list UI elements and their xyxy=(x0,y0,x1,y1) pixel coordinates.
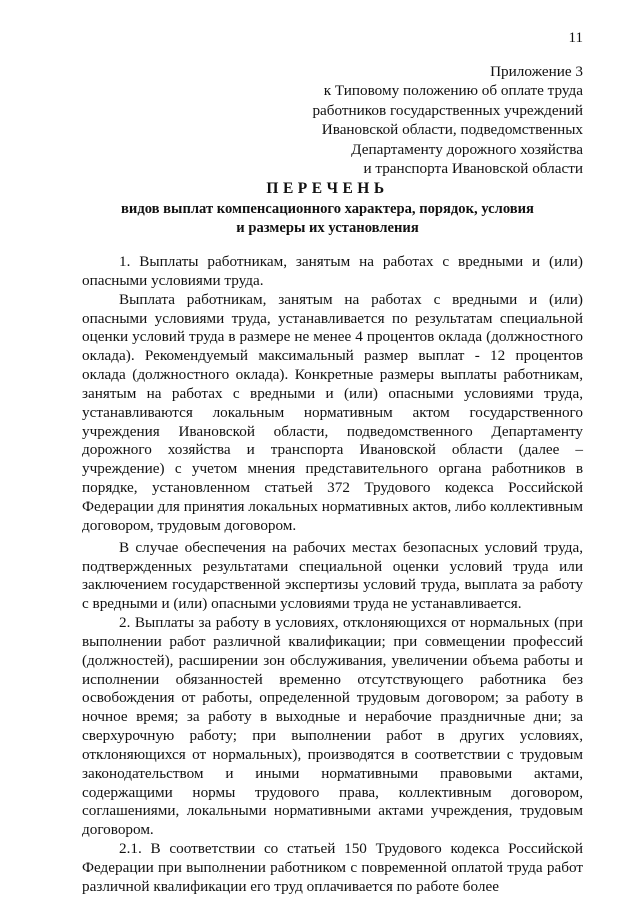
appendix-line: и транспорта Ивановской области xyxy=(363,160,583,178)
appendix-line: к Типовому положению об оплате труда xyxy=(323,82,583,100)
paragraph: 2. Выплаты за работу в условиях, отклоняющихся от нормальных (при выполнении работ различной квалификации; при совмещении профессий (должностей), расширении зон обслуживания, увеличении объема работы и исполнении обязанностей временно отсутствующего работника без освобождения от работы, определенной трудовым договором; за работу в ночное время; за работу в выходные и нерабочие праздничные дни; за сверхурочную работу; при выполнении работ в других условиях, отклоняющихся от нормальных), производятся в соответствии с трудовым законодательством и иными нормативными правовыми актами, содержащими нормы трудового права, коллективным договором, соглашениями, локальными нормативными актами учреждения, трудовым договором. xyxy=(82,614,583,839)
page-number: 11 xyxy=(568,30,583,46)
document-body xyxy=(82,253,583,897)
appendix-header xyxy=(280,62,583,178)
appendix-line: Департаменту дорожного хозяйства xyxy=(351,140,583,158)
appendix-line: Ивановской области, подведомственных xyxy=(321,121,583,139)
document-subtitle xyxy=(70,200,585,237)
paragraph: 1. Выплаты работникам, занятым на работах с вредными и (или) опасными условиями труда. xyxy=(82,253,583,289)
appendix-line: работников государственных учреждений xyxy=(312,101,583,119)
paragraph: 2.1. В соответствии со статьей 150 Трудового кодекса Российской Федерации при выполнении работником с повременной оплатой труда работ различной квалификации его труд оплачивается по работе более xyxy=(82,840,583,895)
paragraph: Выплата работникам, занятым на работах с вредными и (или) опасными условиями труда, устанавливается по результатам специальной оценки условий труда в размере не менее 4 процентов оклада (должностного оклада). Рекомендуемый максимальный размер выплат - 12 процентов оклада (должностного оклада). Конкретные размеры выплаты работникам, занятым на работах с вредными и (или) опасными условиями труда, устанавливаются локальным нормативным актом государственного учреждения Ивановской области, подведомственного Департаменту дорожного хозяйства и транспорта Ивановской области (далее – учреждение) с учетом мнения представительного органа работников в порядке, установленном статьей 372 Трудового кодекса Российской Федерации для принятия локальных нормативных актов, либо коллективным договором, трудовым договором. xyxy=(82,290,583,534)
subtitle-line: видов выплат компенсационного характера, порядок, условия xyxy=(121,201,534,217)
paragraph: В случае обеспечения на рабочих местах безопасных условий труда, подтвержденных результатами специальной оценки условий труда или заключением государственной экспертизы условий труда, выплата за работу с вредными и (или) опасными условиями труда не устанавливается. xyxy=(82,538,583,613)
document-title: ПЕРЕЧЕНЬ xyxy=(266,180,389,197)
subtitle-line: и размеры их установления xyxy=(236,219,419,236)
appendix-line: Приложение 3 xyxy=(490,63,583,80)
